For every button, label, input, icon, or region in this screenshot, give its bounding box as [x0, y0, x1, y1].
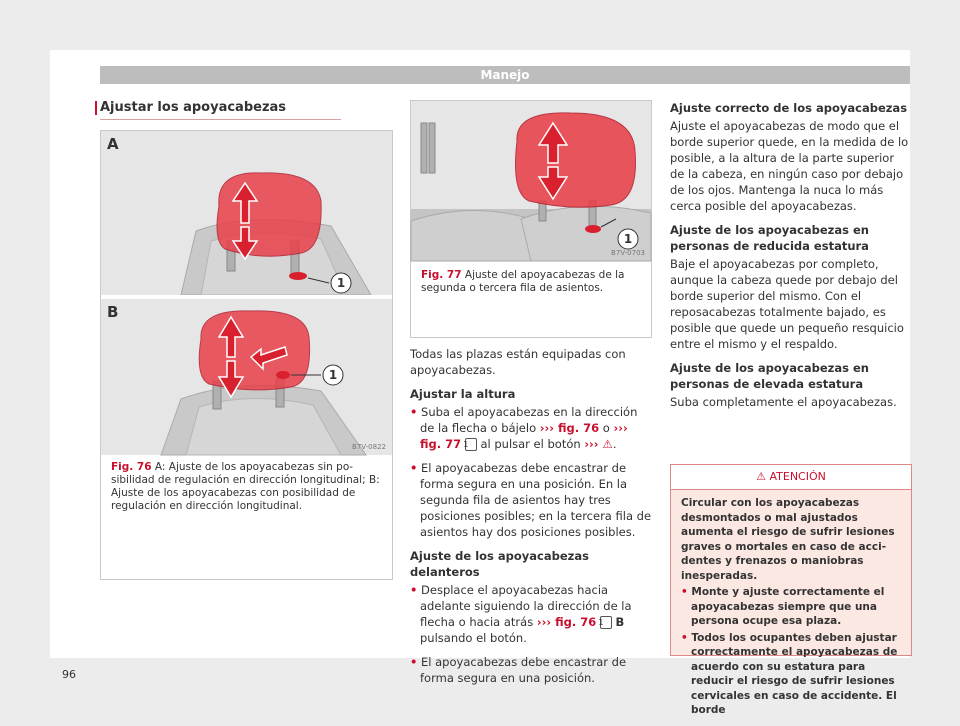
- warning-link[interactable]: ››› ⚠: [584, 437, 613, 451]
- bullet-dot-icon: •: [410, 583, 418, 597]
- bullet-dot-icon: •: [681, 631, 688, 644]
- bullet-dot-icon: •: [681, 586, 688, 598]
- bullet-dot-icon: •: [410, 405, 418, 419]
- right-column: [670, 100, 910, 418]
- headrest-illustration-rear: [411, 101, 651, 261]
- caption-text: Ajuste del apoyacabezas de la segunda o tercera fila de asientos.: [421, 269, 625, 294]
- callout-marker-b: [321, 363, 345, 387]
- figure-76-panel-a: [101, 131, 392, 295]
- headrest-illustration-b: [101, 299, 392, 455]
- middle-column: [410, 346, 652, 694]
- warning-header: [671, 465, 911, 490]
- section-title: Ajustar los apoyacabezas: [100, 100, 341, 120]
- bullet-item: • El apoyacabezas debe encastrar de forma segura en una posición. En la segunda fila de asientos hay tres posiciones posibles; en la tercera fila de asientos hay dos posiciones posibles.: [410, 461, 652, 539]
- warning-body: [671, 490, 911, 726]
- svg-text:1: 1: [328, 368, 338, 382]
- warning-bullet: • Todos los ocupantes deben ajustar correctamente el apoyacabezas de acuerdo con su estatura para reducir el riesgo de sufrir lesiones cervicales en caso de accidente. El borde: [681, 631, 898, 716]
- figure-code: B7V-0822: [352, 443, 386, 451]
- paragraph: Suba completamente el apoyacabezas.: [670, 395, 897, 409]
- heading-elevada: Ajuste de los apoyacabezas en personas de elevada estatura: [670, 361, 869, 391]
- heading-delanteros: Ajuste de los apoyacabezas delanteros: [410, 549, 589, 579]
- svg-text:1: 1: [336, 276, 346, 290]
- paragraph: Ajuste el apoyacabezas de modo que el borde superior quede, en la medida de lo posible, a la altura de la parte superior de la cabeza, en ningún caso por debajo de los ojos. Mantenga la nuca lo más cerca posible del apoyacabezas.: [670, 119, 909, 213]
- panel-label-a: A: [107, 135, 119, 153]
- intro-paragraph: Todas las plazas están equipadas con apoyacabezas.: [410, 347, 626, 377]
- fig77-link[interactable]: ››› fig. 77: [420, 421, 628, 451]
- callout-ref-number: 1: [600, 616, 612, 629]
- bullet-dot-icon: •: [410, 461, 418, 475]
- figure-77-panel: [411, 101, 651, 261]
- figure-code: B7V-0703: [611, 249, 645, 257]
- bullet-dot-icon: •: [410, 655, 418, 669]
- warning-bullet: • Monte y ajuste correctamente el apoyacabezas siempre que una persona ocupe esa plaza.: [681, 586, 885, 627]
- fig76-link[interactable]: ››› fig. 76: [539, 421, 600, 435]
- paragraph: Baje el apoyacabezas por completo, aunque la cabeza quede por debajo del borde superior del mismo. Con el reposacabezas totalmente bajado, es posible que quede un pequeño resquicio entre el mismo y el respaldo.: [670, 257, 904, 351]
- heading-reducida: Ajuste de los apoyacabezas en personas de reducida estatura: [670, 223, 869, 253]
- warning-paragraph: Circular con los apoyacabezas desmontados o mal ajustados aumenta el riesgo de sufrir lesiones graves o mortales en caso de accidentes y frenazos o maniobras inesperadas.: [681, 497, 895, 582]
- page-number: 96: [62, 668, 76, 681]
- callout-marker-rear: [616, 227, 640, 251]
- warning-triangle-icon: ⚠: [602, 437, 613, 451]
- warning-box: [670, 464, 912, 716]
- panel-label-b: B: [107, 303, 119, 321]
- fig76-link[interactable]: ››› fig. 76: [536, 615, 597, 629]
- figure-76-caption: [111, 461, 383, 513]
- figure-76-panel-b: [101, 299, 392, 455]
- figure-77: [410, 100, 652, 338]
- chapter-header: Manejo: [100, 66, 910, 84]
- callout-marker-a: [329, 271, 353, 295]
- figure-ref: Fig. 77: [421, 269, 462, 281]
- warning-triangle-icon: ⚠: [756, 470, 766, 483]
- caption-text: A: Ajuste de los apoyacabezas sin posibilidad de regulación en dirección longitudinal; B: Ajuste de los apoyacabezas con posibilidad de regulación en dirección longitudinal.: [111, 461, 380, 512]
- bullet-item: • El apoyacabezas debe encastrar de forma segura en una posición.: [410, 655, 627, 685]
- heading-altura: Ajustar la altura: [410, 387, 516, 401]
- bullet-item: • Suba el apoyacabezas en la dirección de la flecha o bájelo ››› fig. 76 o ››› fig. 77 1 al pulsar el botón ››› ⚠.: [410, 405, 638, 451]
- callout-ref-number: 1: [465, 438, 477, 451]
- figure-77-caption: [421, 269, 643, 295]
- svg-text:1: 1: [623, 232, 633, 246]
- manual-page: [50, 50, 910, 716]
- heading-correcto: Ajuste correcto de los apoyacabezas: [670, 101, 908, 115]
- figure-76: [100, 130, 393, 580]
- bullet-item: • Desplace el apoyacabezas hacia adelante siguiendo la dirección de la flecha o hacia atrás ››› fig. 76 1 B pulsando el botón.: [410, 583, 632, 645]
- warning-title: ATENCIÓN: [769, 470, 826, 483]
- figure-ref: Fig. 76: [111, 461, 152, 473]
